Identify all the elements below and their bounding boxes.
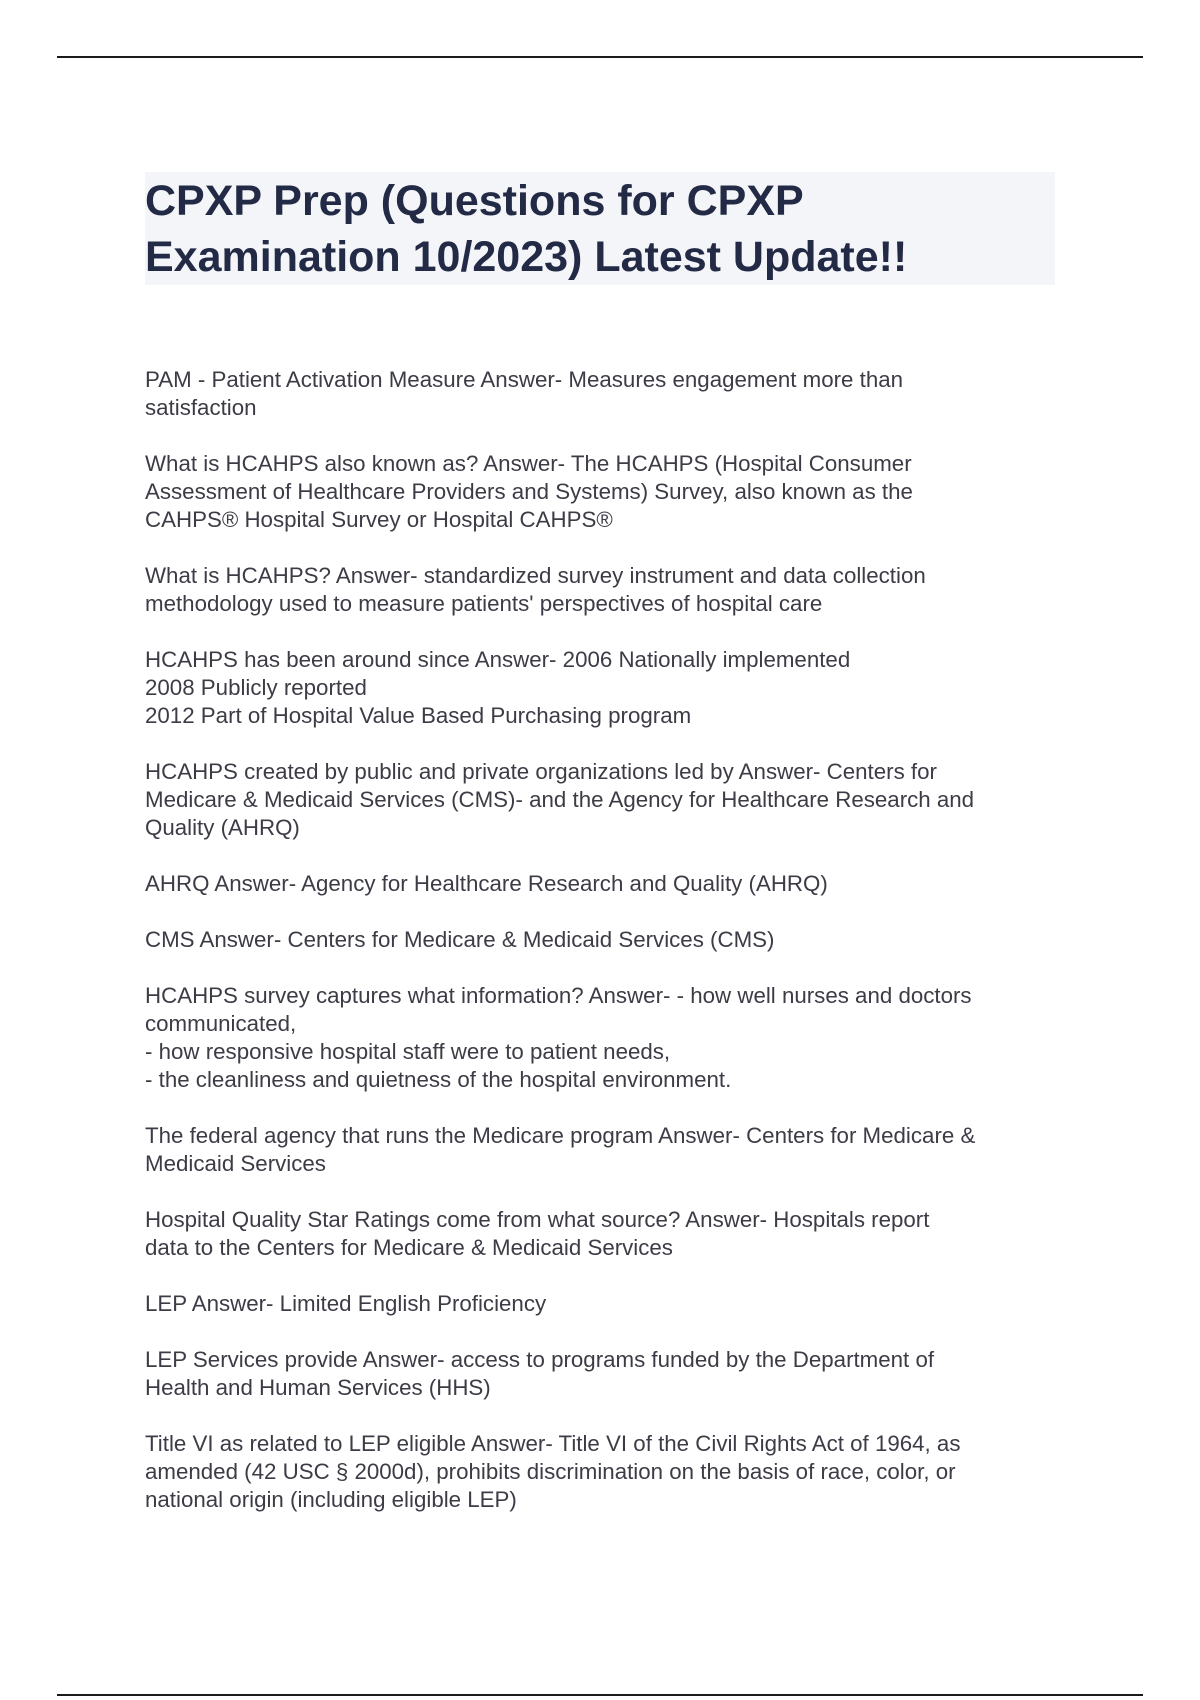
top-divider [57, 56, 1143, 58]
qa-item: HCAHPS created by public and private organizations led by Answer- Centers for Medicare & Medicaid Services (CMS)- and the Agency for Healthcare Research and Quality (AHRQ) [145, 759, 975, 840]
qa-item: HCAHPS has been around since Answer- 2006 Nationally implemented 2008 Publicly reported 2012 Part of Hospital Value Based Purchasing program [145, 647, 851, 728]
qa-item: HCAHPS survey captures what information? Answer- - how well nurses and doctors communicated, - how responsive hospital staff were to patient needs, - the cleanliness and quietness of the hospital environment. [145, 983, 972, 1092]
title-block [145, 172, 1055, 285]
qa-list [145, 366, 1075, 1542]
qa-item: The federal agency that runs the Medicare program Answer- Centers for Medicare & Medicaid Services [145, 1123, 976, 1176]
qa-item: What is HCAHPS also known as? Answer- The HCAHPS (Hospital Consumer Assessment of Healthcare Providers and Systems) Survey, also known as the CAHPS® Hospital Survey or Hospital CAHPS® [145, 451, 913, 532]
bottom-divider [57, 1694, 1143, 1696]
qa-item: Hospital Quality Star Ratings come from what source? Answer- Hospitals report data to the Centers for Medicare & Medicaid Services [145, 1207, 930, 1260]
qa-item: Title VI as related to LEP eligible Answer- Title VI of the Civil Rights Act of 1964, as amended (42 USC § 2000d), prohibits discrimination on the basis of race, color, or national origin (including eligible LEP) [145, 1431, 961, 1512]
qa-item: LEP Answer- Limited English Proficiency [145, 1291, 547, 1316]
qa-item: LEP Services provide Answer- access to programs funded by the Department of Health and Human Services (HHS) [145, 1347, 935, 1400]
qa-item: AHRQ Answer- Agency for Healthcare Research and Quality (AHRQ) [145, 871, 828, 896]
document-title: CPXP Prep (Questions for CPXP Examination 10/2023) Latest Update!! [145, 177, 908, 281]
qa-item: What is HCAHPS? Answer- standardized survey instrument and data collection methodology used to measure patients' perspectives of hospital care [145, 563, 926, 616]
qa-item: CMS Answer- Centers for Medicare & Medicaid Services (CMS) [145, 927, 775, 952]
qa-item: PAM - Patient Activation Measure Answer- Measures engagement more than satisfaction [145, 367, 904, 420]
